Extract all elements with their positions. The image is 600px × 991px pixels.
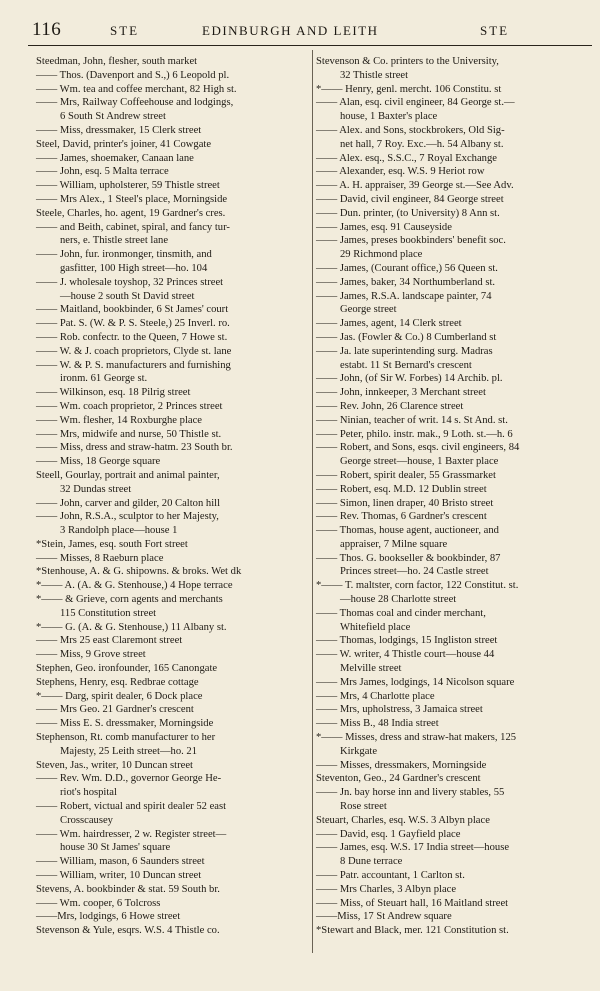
- directory-entry-line: George street—house, 1 Baxter place: [340, 456, 499, 468]
- directory-entry-line: *—— Misses, dress and straw-hat makers, 125: [316, 732, 517, 744]
- directory-entry-line: 115 Constitution street: [60, 607, 157, 619]
- directory-entry-line: —— Simon, linen draper, 40 Bristo street: [316, 497, 494, 509]
- directory-entry-line: —— James, preses bookbinders' benefit soc.: [316, 235, 506, 247]
- directory-entry-line: —— Pat. S. (W. & P. S. Steele,) 25 Inverl. ro.: [36, 318, 230, 330]
- directory-entry-line: —— Alex. and Sons, stockbrokers, Old Sig-: [316, 124, 505, 136]
- directory-entry-line: —— Maitland, bookbinder, 6 St James' court: [36, 304, 229, 316]
- directory-entry-line: —— Mrs Geo. 21 Gardner's crescent: [36, 704, 194, 716]
- directory-entry-line: —— Wilkinson, esq. 18 Pilrig street: [36, 387, 191, 399]
- directory-entry-line: —— David, esq. 1 Gayfield place: [316, 828, 461, 840]
- directory-entry-line: —— James, baker, 34 Northumberland st.: [316, 276, 496, 288]
- directory-entry-line: —— John, innkeeper, 3 Merchant street: [316, 387, 486, 399]
- directory-entry-line: —— Thomas coal and cinder merchant,: [316, 607, 486, 619]
- directory-entry-line: —— James, R.S.A. landscape painter, 74: [316, 290, 492, 302]
- directory-entry-line: *Stewart and Black, mer. 121 Constitution st.: [316, 925, 509, 937]
- directory-entry-line: —— Miss, dressmaker, 15 Clerk street: [36, 124, 202, 136]
- directory-entry-line: —— Rob. confectr. to the Queen, 7 Howe st.: [36, 331, 228, 343]
- directory-entry-line: —— Robert, spirit dealer, 55 Grassmarket: [316, 469, 496, 481]
- directory-entry-line: ironm. 61 George st.: [60, 373, 148, 385]
- directory-entry-line: —— Wm. cooper, 6 Tolcross: [36, 897, 161, 909]
- directory-entry-line: *—— G. (A. & G. Stenhouse,) 11 Albany st.: [36, 621, 227, 633]
- directory-entry-line: Stephen, Geo. ironfounder, 165 Canongate: [36, 663, 218, 675]
- directory-entry-line: Stevens, A. bookbinder & stat. 59 South br.: [36, 883, 220, 895]
- directory-entry-line: —— David, civil engineer, 84 George street: [316, 193, 504, 205]
- directory-entry-line: net hall, 7 Roy. Exc.—h. 54 Albany st.: [340, 138, 504, 150]
- directory-entry-line: —— Miss B., 48 India street: [316, 718, 439, 730]
- directory-entry-line: 8 Dune terrace: [340, 856, 403, 868]
- running-head-left: STE: [110, 23, 140, 38]
- directory-entry-line: —— Robert, esq. M.D. 12 Dublin street: [316, 483, 487, 495]
- directory-entry-line: —— and Beith, cabinet, spiral, and fancy tur-: [36, 221, 230, 233]
- directory-entry-line: —— Mrs, midwife and nurse, 50 Thistle st.: [36, 428, 222, 440]
- directory-entry-line: Crosscausey: [60, 814, 113, 826]
- directory-entry-line: 32 Dundas street: [60, 483, 132, 495]
- directory-entry-line: —— Thos. G. bookseller & bookbinder, 87: [316, 552, 501, 564]
- left-column: [36, 55, 308, 938]
- directory-entry-line: —— Robert, and Sons, esqs. civil engineers, 84: [316, 442, 520, 454]
- directory-entry-line: —— Mrs, upholstress, 3 Jamaica street: [316, 704, 483, 716]
- directory-entry-line: —— John, esq. 5 Malta terrace: [36, 166, 169, 178]
- directory-entry-line: —— Mrs, 4 Charlotte place: [316, 690, 435, 702]
- directory-entry-line: —— Alexander, esq. W.S. 9 Heriot row: [316, 166, 485, 178]
- directory-entry-line: —— A. H. appraiser, 39 George st.—See Adv.: [316, 180, 514, 192]
- directory-entry-line: Steedman, John, flesher, south market: [36, 56, 198, 67]
- directory-entry-line: Majesty, 25 Leith street—ho. 21: [60, 745, 198, 757]
- directory-entry-line: —— W. & J. coach proprietors, Clyde st. lane: [36, 345, 232, 357]
- directory-entry-line: Steven, Jas., writer, 10 Duncan street: [36, 759, 193, 771]
- directory-entry-line: gasfitter, 100 High street—ho. 104: [60, 262, 208, 274]
- directory-entry-line: —— Misses, dressmakers, Morningside: [316, 759, 487, 771]
- directory-entry-line: —house 28 Charlotte street: [340, 594, 457, 606]
- directory-entry-line: George street: [340, 304, 397, 316]
- directory-entry-line: house 30 St James' square: [60, 842, 171, 854]
- directory-entry-line: *—— Henry, genl. mercht. 106 Constitu. st: [316, 83, 502, 95]
- directory-entry-line: *Stenhouse, A. & G. shipowns. & broks. Wet dk: [36, 566, 242, 578]
- directory-entry-line: —— Alex. esq., S.S.C., 7 Royal Exchange: [316, 152, 497, 164]
- column-divider: [312, 50, 313, 953]
- directory-entry-line: Melville street: [340, 663, 402, 675]
- directory-entry-line: —— Wm. coach proprietor, 2 Princes street: [36, 400, 223, 412]
- running-head-title: EDINBURGH AND LEITH: [202, 23, 379, 38]
- directory-entry-line: —— Wm. hairdresser, 2 w. Register street—: [36, 828, 227, 840]
- directory-entry-line: —— John, carver and gilder, 20 Calton hill: [36, 497, 221, 509]
- directory-entry-line: —— Robert, victual and spirit dealer 52 east: [36, 801, 227, 813]
- directory-entry-line: Stevenson & Co. printers to the University,: [316, 56, 499, 67]
- directory-entry-line: 32 Thistle street: [340, 69, 409, 81]
- directory-entry-line: —— Rev. Wm. D.D., governor George He-: [36, 773, 222, 785]
- directory-entry-line: *—— & Grieve, corn agents and merchants: [36, 594, 223, 606]
- directory-entry-line: —— Miss, dress and straw-hatm. 23 South br.: [36, 442, 233, 454]
- directory-entry-line: —— William, mason, 6 Saunders street: [36, 856, 205, 868]
- directory-entry-line: Steventon, Geo., 24 Gardner's crescent: [316, 773, 481, 785]
- directory-entry-line: —— W. & P. S. manufacturers and furnishing: [36, 359, 231, 371]
- directory-entry-line: —— Wm. tea and coffee merchant, 82 High st.: [36, 83, 237, 95]
- directory-entry-line: —— Mrs 25 east Claremont street: [36, 635, 183, 647]
- directory-entry-line: *—— Darg, spirit dealer, 6 Dock place: [36, 690, 203, 702]
- page-header: [0, 0, 600, 42]
- directory-entry-line: Stephenson, Rt. comb manufacturer to her: [36, 732, 216, 744]
- directory-entry-line: Kirkgate: [340, 745, 378, 757]
- directory-entry-line: 3 Randolph place—house 1: [60, 525, 178, 537]
- header-rule: [28, 45, 592, 46]
- directory-entry-line: —— Ja. late superintending surg. Madras: [316, 345, 493, 357]
- directory-entry-line: Whitefield place: [340, 621, 411, 633]
- directory-entry-line: —— Thomas, lodgings, 15 Ingliston street: [316, 635, 498, 647]
- directory-entry-line: —house 2 south St David street: [60, 290, 195, 302]
- directory-entry-line: —— James, shoemaker, Canaan lane: [36, 152, 194, 164]
- directory-entry-line: Stevenson & Yule, esqrs. W.S. 4 Thistle co.: [36, 925, 220, 937]
- directory-entry-line: Princes street—ho. 24 Castle street: [340, 566, 489, 578]
- page-number: 116: [32, 19, 62, 40]
- directory-entry-line: —— John, R.S.A., sculptor to her Majesty,: [36, 511, 219, 523]
- directory-entry-line: —— Miss, of Steuart hall, 16 Maitland street: [316, 897, 509, 909]
- directory-entry-line: —— James, esq. W.S. 17 India street—house: [316, 842, 510, 854]
- directory-entry-line: riot's hospital: [60, 787, 117, 799]
- directory-entry-line: —— Misses, 8 Raeburn place: [36, 552, 164, 564]
- directory-entry-line: —— Rev. Thomas, 6 Gardner's crescent: [316, 511, 487, 523]
- directory-entry-line: Steele, Charles, ho. agent, 19 Gardner's cres.: [36, 207, 226, 219]
- directory-entry-line: *—— A. (A. & G. Stenhouse,) 4 Hope terrace: [36, 580, 233, 592]
- directory-entry-line: Steell, Gourlay, portrait and animal painter,: [36, 469, 220, 481]
- directory-entry-line: —— Peter, philo. instr. mak., 9 Loth. st.—h. 6: [316, 428, 513, 440]
- directory-entry-line: —— Wm. flesher, 14 Roxburghe place: [36, 414, 202, 426]
- directory-entry-line: *—— T. maltster, corn factor, 122 Constitut. st.: [316, 580, 519, 592]
- directory-entry-line: —— William, upholsterer, 59 Thistle street: [36, 180, 220, 192]
- directory-entry-line: 6 South St Andrew street: [60, 111, 166, 123]
- right-column: [316, 55, 594, 938]
- directory-entry-line: —— John, fur. ironmonger, tinsmith, and: [36, 249, 212, 261]
- directory-entry-line: Steel, David, printer's joiner, 41 Cowgate: [36, 138, 212, 150]
- directory-entry-line: house, 1 Baxter's place: [340, 111, 438, 123]
- directory-entry-line: —— Mrs Charles, 3 Albyn place: [316, 883, 457, 895]
- directory-entry-line: —— Mrs Alex., 1 Steel's place, Morningside: [36, 193, 228, 205]
- directory-entry-line: —— Thomas, house agent, auctioneer, and: [316, 525, 499, 537]
- directory-entry-line: *Stein, James, esq. south Fort street: [36, 538, 188, 550]
- directory-entry-line: —— Miss, 9 Grove street: [36, 649, 146, 661]
- directory-entry-line: —— James, (Courant office,) 56 Queen st.: [316, 262, 498, 274]
- directory-entry-line: —— William, writer, 10 Duncan street: [36, 870, 202, 882]
- directory-entry-line: —— John, (of Sir W. Forbes) 14 Archib. pl.: [316, 373, 503, 385]
- directory-entry-line: —— Dun. printer, (to University) 8 Ann st.: [316, 207, 500, 219]
- directory-entry-line: —— Alan, esq. civil engineer, 84 George st.—: [316, 97, 515, 109]
- directory-entry-line: —— James, agent, 14 Clerk street: [316, 318, 462, 330]
- directory-entry-line: —— Rev. John, 26 Clarence street: [316, 400, 464, 412]
- directory-entry-line: estabt. 11 St Bernard's crescent: [340, 359, 472, 371]
- directory-entry-line: Steuart, Charles, esq. W.S. 3 Albyn place: [316, 814, 490, 826]
- directory-entry-line: ners, e. Thistle street lane: [60, 235, 169, 247]
- directory-entry-line: Stephens, Henry, esq. Redbrae cottage: [36, 676, 199, 688]
- running-head-right: STE: [480, 23, 510, 38]
- directory-entry-line: ——Mrs, lodgings, 6 Howe street: [36, 911, 181, 923]
- directory-entry-line: Rose street: [340, 801, 387, 813]
- directory-entry-line: —— Miss, 18 George square: [36, 456, 161, 468]
- directory-entry-line: —— Jn. bay horse inn and livery stables, 55: [316, 787, 505, 799]
- directory-entry-line: —— Mrs, Railway Coffeehouse and lodgings,: [36, 97, 234, 109]
- directory-entry-line: —— James, esq. 91 Causeyside: [316, 221, 452, 233]
- directory-entry-line: —— Jas. (Fowler & Co.) 8 Cumberland st: [316, 331, 497, 343]
- directory-entry-line: —— Thos. (Davenport and S.,) 6 Leopold pl.: [36, 69, 230, 81]
- directory-entry-line: —— Miss E. S. dressmaker, Morningside: [36, 718, 214, 730]
- directory-entry-line: —— J. wholesale toyshop, 32 Princes street: [36, 276, 224, 288]
- directory-entry-line: appraiser, 7 Milne square: [340, 538, 448, 550]
- directory-entry-line: —— W. writer, 4 Thistle court—house 44: [316, 649, 495, 661]
- directory-entry-line: ——Miss, 17 St Andrew square: [316, 911, 452, 923]
- directory-entry-line: 29 Richmond place: [340, 249, 423, 261]
- directory-entry-line: —— Patr. accountant, 1 Carlton st.: [316, 870, 465, 882]
- directory-entry-line: —— Mrs James, lodgings, 14 Nicolson square: [316, 676, 515, 688]
- directory-entry-line: —— Ninian, teacher of writ. 14 s. St And. st.: [316, 414, 508, 426]
